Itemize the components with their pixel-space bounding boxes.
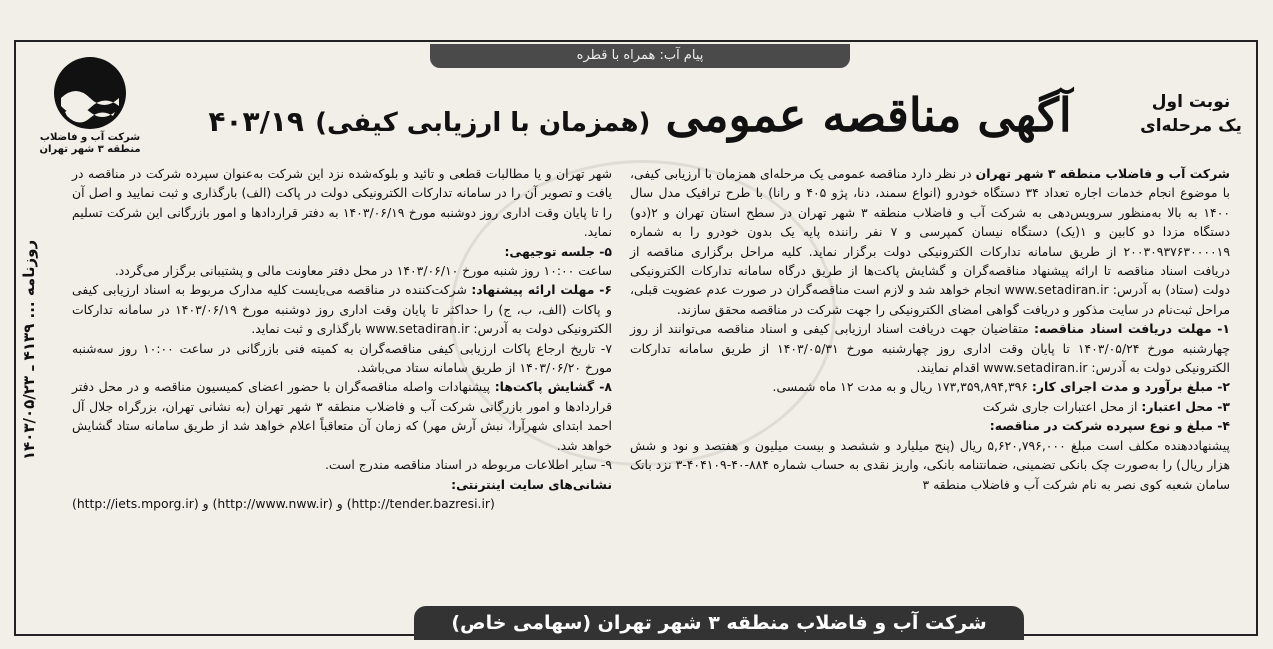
websites-title: نشانی‌های سایت اینترنتی:: [451, 476, 612, 492]
tender-number: ۴۰۳/۱۹: [208, 105, 305, 138]
badge-line-2: یک مرحله‌ای: [1140, 116, 1242, 136]
badge-line-1: نوبت اول: [1151, 92, 1231, 112]
section-1-text: متقاضیان جهت دریافت اسناد ارزیابی کیفی و اسناد مناقصه می‌توانند از روز چهارشنبه مورخ ۱۴۰۳/۰۵/۲۴ تا پایان وقت اداری روز چهارشنبه مورخ ۱۴۰۳/۰۵/۳۱ از طریق سامانه تدارکات الکترونیکی دولت به آدرس: www.setadiran.ir اقدام نمایند.: [630, 321, 1230, 376]
section-6-title: ۶- مهلت ارائه پیشنهاد:: [471, 282, 612, 298]
title-sub: (همزمان با ارزیابی کیفی): [315, 108, 651, 138]
section-5-title: ۵- جلسه توجیهی:: [504, 243, 612, 259]
websites-list: (http://iets.mporg.ir) و (http://www.nww.ir) و (http://tender.bazresi.ir): [72, 495, 495, 511]
section-2-text: ۱۷۳,۳۵۹,۸۹۴,۳۹۶ ریال و به مدت ۱۲ ماه شمسی.: [772, 379, 1032, 395]
section-7: ۷- تاریخ ارجاع پاکات ارزیابی کیفی مناقصه‌گران به کمیته فنی بازرگانی در ساعت ۱۰:۰۰ روز سه‌شنبه مورخ ۱۴۰۳/۰۶/۲۰ از طریق سامانه ستاد می‌باشد.: [72, 340, 612, 376]
section-8-title: ۸- گشایش پاکت‌ها:: [494, 379, 612, 395]
section-3-title: ۳- محل اعتبار:: [1141, 398, 1230, 414]
section-1: [630, 319, 1230, 377]
vertical-newspaper-stamp: [12, 150, 46, 550]
section-2: [630, 377, 1230, 396]
section-8-text: پیشنهادات واصله مناقصه‌گران با حضور اعضای کمیسیون مناقصه و در محل دفتر قراردادها و امور بازرگانی شرکت آب و فاضلاب منطقه ۳ شهر تهران (به نشانی تهران، بزرگراه جلال آل احمد ابتدای شهرآرا، نبش آرش مهر) که زمان آن متعاقباً اعلام خواهد شد از طریق سامانه ستاد گشایش خواهد شد.: [72, 379, 612, 453]
logo-text-1: شرکت آب و فاضلاب: [39, 132, 141, 143]
vertical-text: روزنامه ... ۴۱۳۹ ـ ۱۴۰۳/۰۵/۲۳: [20, 239, 38, 461]
title-main: آگهی مناقصه عمومی: [665, 88, 1072, 142]
footer-company-name: شرکت آب و فاضلاب منطقه ۳ شهر تهران (سهامی خاص): [414, 606, 1024, 640]
section-3-text: از محل اعتبارات جاری شرکت: [982, 398, 1142, 414]
round-badge: [1130, 90, 1252, 138]
section-6-text: شرکت‌کننده در مناقصه می‌بایست کلیه مدارک مربوط به اسناد ارزیابی کیفی و پاکات (الف، ب، ج) را حداکثر تا پایان وقت اداری روز دوشنبه مورخ ۱۴۰۳/۰۶/۱۹ در سامانه تدارکات الکترونیکی دولت به آدرس: www.setadiran.ir بارگذاری و ثبت نماید.: [72, 282, 612, 337]
section-8: [72, 377, 612, 455]
section-6: [72, 280, 612, 338]
company-logo: [36, 54, 144, 164]
section-3: [630, 397, 1230, 416]
section-4-text: پیشنهاددهنده مکلف است مبلغ ۵,۶۲۰,۷۹۶,۰۰۰ ریال (پنج میلیارد و ششصد و بیست میلیون و هفتصد و نود و شش هزار ریال) را به‌صورت چک بانکی تضمینی، ضمانتنامه بانکی، واریز نقدی به حساب شماره ۸۸۴-۴۰-۴۰۴۱۰۹-۳ نزد بانک سامان شعبه کوی نصر به نام شرکت آب و فاضلاب منطقه ۳: [630, 437, 1230, 492]
water-drop-icon: [51, 54, 129, 132]
intro-bold: شرکت آب و فاضلاب منطقه ۳ شهر تهران: [975, 166, 1230, 181]
section-4-title: ۴- مبلغ و نوع سپرده شرکت در مناقصه:: [989, 418, 1230, 434]
section-9: ۹- سایر اطلاعات مربوطه در اسناد مناقصه مندرج است.: [324, 457, 612, 473]
page-title: [160, 88, 1120, 158]
continued-paragraph: شهر تهران و یا مطالبات قطعی و تائید و بلوکه‌شده نزد این شرکت به‌عنوان سپرده شرکت در مناقصه در یافت و تصویر آن را در سامانه تدارکات الکترونیکی دولت در پاکت (الف) بارگذاری و ثبت نمایید و اصل آن را تا پایان وقت اداری روز دوشنبه مورخ ۱۴۰۳/۰۶/۱۹ به دفتر قراردادها و امور بازرگانی این شرکت تسلیم نماید.: [72, 166, 612, 240]
section-1-title: ۱- مهلت دریافت اسناد مناقصه:: [1034, 321, 1230, 337]
section-5-text: ساعت ۱۰:۰۰ روز شنبه مورخ ۱۴۰۳/۰۶/۱۰ در محل دفتر معاونت مالی و پشتیبانی برگزار می‌گردد.: [114, 263, 612, 279]
right-column: [630, 164, 1230, 494]
section-2-title: ۲- مبلغ برآورد و مدت اجرای کار:: [1031, 379, 1230, 395]
intro-paragraph: [630, 164, 1230, 319]
left-column: [72, 164, 612, 513]
top-banner: پیام آب: همراه با قطره: [430, 44, 850, 68]
logo-text-2: منطقه ۳ شهر تهران: [39, 144, 141, 155]
intro-text: در نظر دارد مناقصه عمومی یک مرحله‌ای همزمان با ارزیابی کیفی، با موضوع انجام خدمات اجاره تعداد ۳۴ دستگاه خودرو (انواع سمند، دنا، پژو ۴۰۵ و رانا) با طرح ترافیک مدل سال ۱۴۰۰ به بالا به‌منظور سرویس‌دهی به شرکت آب و فاضلاب منطقه ۳ شهر تهران در سطح استان تهران و ۲(دو) دستگاه مزدا دو کابین و ۱(یک) دستگاه نیسان کمپرسی و ۷ نفر راننده پایه یک بدون خودرو را به شماره ۲۰۰۳۰۹۳۷۶۳۰۰۰۰۱۹ از طریق سامانه تدارکات الکترونیکی دولت برگزار نماید. کلیه مراحل برگزاری مناقصه از دریافت اسناد مناقصه تا ارائه پیشنهاد مناقصه‌گران و گشایش پاکت‌ها از طریق درگاه سامانه تدارکات الکترونیکی دولت (ستاد) به آدرس: www.setadiran.ir انجام خواهد شد و لازم است مناقصه‌گران در صورت عدم عضویت قبلی، مراحل ثبت‌نام در سایت مذکور و دریافت گواهی امضای الکترونیکی را جهت شرکت در مناقصه محقق سازند.: [630, 166, 1231, 317]
